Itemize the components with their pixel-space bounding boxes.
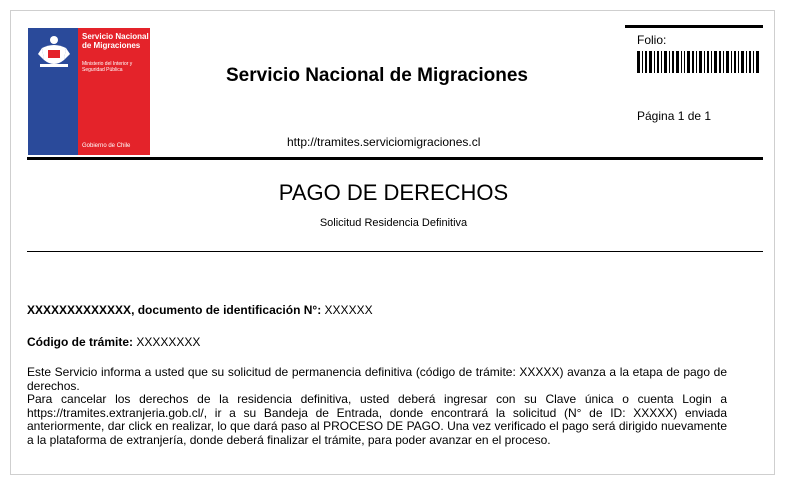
organization-url: http://tramites.serviciomigraciones.cl xyxy=(287,135,481,149)
government-logo xyxy=(28,28,150,155)
logo-red-band xyxy=(78,28,150,155)
barcode-icon xyxy=(637,51,760,73)
folio-label: Folio: xyxy=(637,33,667,47)
coat-of-arms-icon xyxy=(36,34,72,74)
logo-government-name: Gobierno de Chile xyxy=(82,143,131,149)
applicant-line xyxy=(27,303,373,317)
document-title: PAGO DE DERECHOS xyxy=(278,180,509,205)
notice-paragraph-2: Para cancelar los derechos de la residencia definitiva, usted deberá ingresar con su Clave única o cuenta Login a https://tramites.extranjeria.gob.cl/, ir a su Bandeja de Entrada, donde encontrará la solicitud (N° de ID: XXXXX) enviada anteriormente, dar click en realizar, lo que dará paso al PROCESO DE PAGO. Una vez verificado el pago será dirigido nuevamente a la plataforma de extranjería, donde deberá finalizar el trámite, para poder avanzar en el proceso. xyxy=(27,392,727,447)
page-number: Página 1 de 1 xyxy=(637,109,712,123)
id-value: XXXXXX xyxy=(321,303,373,317)
applicant-name: XXXXXXXXXXXXX xyxy=(27,303,132,317)
procedure-code-line xyxy=(27,335,200,349)
document-subtitle: Solicitud Residencia Definitiva xyxy=(319,217,468,229)
logo-ministry-name: Ministerio del Interior y Seguridad Pública xyxy=(82,61,133,73)
notice-body xyxy=(27,366,727,448)
organization-title: Servicio Nacional de Migraciones xyxy=(226,65,528,86)
document-page xyxy=(10,10,775,475)
logo-service-name: Servicio Nacional de Migraciones xyxy=(82,32,149,50)
code-label: Código de trámite: xyxy=(27,335,134,349)
notice-paragraph-1: Este Servicio informa a usted que su solicitud de permanencia definitiva (código de trámite: XXXXX) avanza a la etapa de pago de derechos. xyxy=(27,365,727,393)
logo-blue-band xyxy=(28,28,78,155)
folio-top-rule xyxy=(625,25,763,28)
title-divider xyxy=(27,251,763,252)
code-value: XXXXXXXX xyxy=(133,335,201,349)
id-label: , documento de identificación N°: xyxy=(131,303,322,317)
header-divider xyxy=(27,157,763,160)
